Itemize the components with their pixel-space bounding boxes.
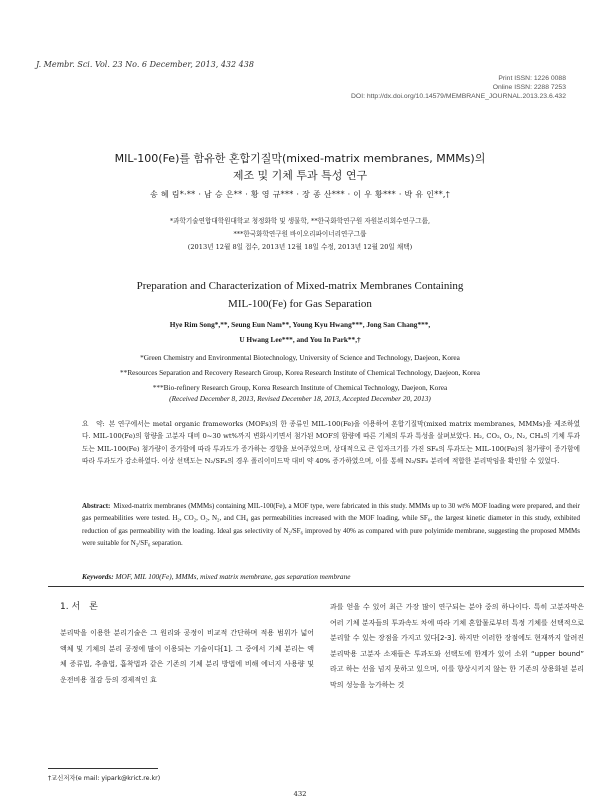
doi[interactable]: DOI: http://dx.doi.org/10.14579/MEMBRANE_JOURNAL.2013.23.6.432 [351,93,566,100]
body-left-column: 분리막을 이용한 분리기술은 그 원리와 공정이 비교적 간단하며 적용 범위가 넓어 액체 및 기체의 분리 공정에 많이 이용되는 기술이다[1]. 그 중에서 기체 분리는 액체 증류법, 추출법, 흡착법과 같은 기존의 기체 분리 방법에 비해 에너지 사용량 및 운전비용 절감 등의 경제적인 효 [60,629,314,684]
korean-affil-line1: *과학기술연합대학원대학교 청정화학 및 생물학, **한국화학연구원 자원분리회수연구그룹, [169,217,431,225]
corresponding-author-footnote: †교신저자(e mail: yipark@krict.re.kr) [48,775,161,782]
korean-title-line1: MIL-100(Fe)를 함유한 혼합기질막(mixed-matrix membranes, MMMs)의 [114,152,486,165]
keywords-label: Keywords: [82,572,114,581]
english-authors-line2: U Hwang Lee***, and You In Park**,† [239,335,361,344]
english-abstract [82,500,580,549]
english-dates: (Received December 8, 2013, Revised December 18, 2013, Accepted December 20, 2013) [169,394,431,403]
korean-affil-line2: ***한국화학연구원 바이오리파이너리연구그룹 [233,230,367,238]
section-heading: 1. 서 론 [60,602,98,612]
korean-authors: 송 혜 림*·** · 남 승 은** · 황 영 규*** · 장 종 산*** · 이 우 황*** · 박 유 인**,† [149,190,451,199]
english-authors-line1: Hye Rim Song*,**, Seung Eun Nam**, Young Kyu Hwang***, Jong San Chang***, [169,320,431,329]
journal-citation: J. Membr. Sci. Vol. 23 No. 6 December, 2013, 432 438 [36,60,254,69]
english-affil-line3: ***Bio-refinery Research Group, Korea Research Institute of Chemical Technology, Daejeon, Korea [152,383,448,392]
page-number: 432 [293,790,307,798]
section-divider [48,586,584,587]
english-title-line2: MIL-100(Fe) for Gas Separation [228,298,372,310]
issn-block [351,74,566,101]
english-authors [0,317,600,347]
korean-abstract-label: 요 약: [82,420,105,428]
english-affil-line1: *Green Chemistry and Environmental Biotechnology, University of Science and Technology, Daejeon, Korea [140,353,460,362]
korean-dates: (2013년 12월 8일 접수, 2013년 12월 18일 수정, 2013년 12월 20일 채택) [187,243,413,251]
english-title [0,277,600,313]
online-issn: Online ISSN: 2288 7253 [492,84,566,91]
korean-title [0,150,600,184]
english-abstract-label: Abstract: [82,502,111,510]
korean-title-line2: 제조 및 기체 투과 특성 연구 [232,169,368,182]
keywords-text: MOF, MIL 100(Fe), MMMs, mixed matrix membrane, gas separation membrane [115,572,351,581]
keywords [82,572,580,581]
body-right-column: 과를 얻을 수 있어 최근 가장 많이 연구되는 분야 중의 하나이다. 특히 고분자막은 여러 기체 분자들의 투과속도 차에 따라 기체 혼합물로부터 특정 기체를 선택적으로 분리할 수 있는 장점을 가지고 있다[2-3]. 하지만 이러한 장점에도 현재까지 알려진 분리막용 고분자 소재들은 투과도와 선택도에 한계가 있어 소위 “upper bound” 라고 하는 선을 넘지 못하고 있으며, 이를 향상시키지 않는 한 기존의 상용화된 분리막의 성능을 능가하는 것 [330,603,584,689]
footnote-divider [48,768,158,769]
english-affiliations [0,350,600,395]
english-abstract-text: Mixed-matrix membranes (MMMs) containing MIL-100(Fe), a MOF type, were fabricated in this study. MMMs up to 30 wt% MOF loading were prepared, and their gas permeabilities were tested. H₂, CO₂, O₂, N₂, and CH₄ gas permeabilities increased with the MOF loading, while SF₆, the largest kinetic diameter in this study, exhibited reduction of gas permeability with the loading. Ideal gas selectivity of N₂/SF₆ improved by 40% as compared with pure polyimide membrane, suggesting the proposed MMMs were suitable for N₂/SF₆ separation. [82,502,580,547]
korean-abstract-text: 본 연구에서는 metal organic frameworks (MOFs)의 한 종류인 MIL-100(Fe)을 이용하여 혼합기질막(mixed matrix membranes, MMMs)을 제조하였다. MIL-100(Fe)의 함량을 고분자 대비 0~30 wt%까지 변화시키면서 첨가된 MOF의 함량에 따른 기체의 투과 특성을 살펴보았다. H₂, CO₂, O₂, N₂, CH₄의 기체 투과도는 MIL-100(Fe) 첨가량이 증가함에 따라 투과도가 증가하는 경향을 보여주었으며, 상대적으로 큰 입자크기를 가진 SF₆의 투과도는 MIL-100(Fe)의 첨가량이 증가함에 따라 투과도가 감소하였다. 이상 선택도는 N₂/SF₆의 경우 폴리이미드막 대비 약 40% 증가하였으며, 이를 통해 N₂/SF₆ 분리에 적합한 분리막임을 확인할 수 있었다. [82,420,580,465]
english-affil-line2: **Resources Separation and Recovery Research Group, Korea Research Institute of Chemical Technology, Daejeon, Korea [120,368,480,377]
korean-abstract [82,418,580,467]
english-title-line1: Preparation and Characterization of Mixed-matrix Membranes Containing [136,280,464,292]
print-issn: Print ISSN: 1226 0088 [498,75,566,82]
korean-affiliations [0,215,600,254]
